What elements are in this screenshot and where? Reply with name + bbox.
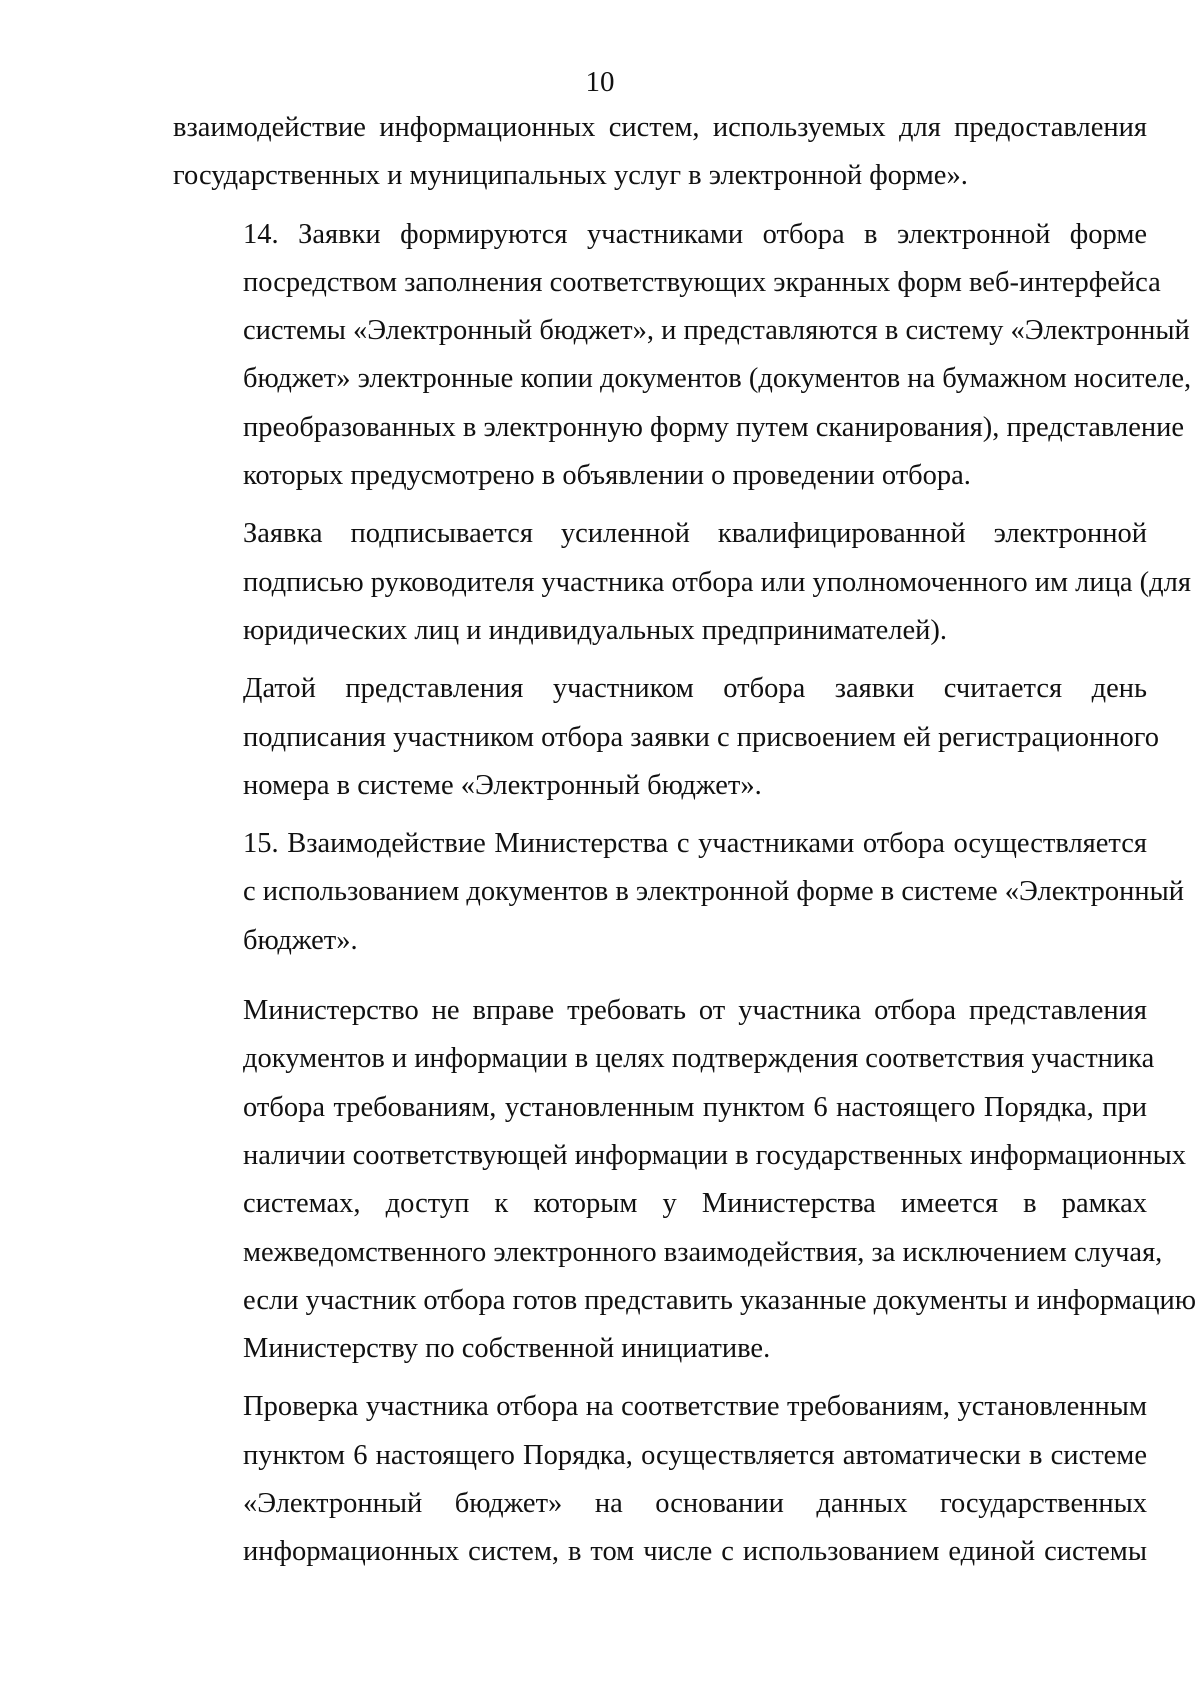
text-line: посредством заполнения соответствующих экранных форм веб-интерфейса xyxy=(243,266,1161,298)
text-line: бюджет». xyxy=(243,924,358,956)
text-line: преобразованных в электронную форму путем сканирования), представление xyxy=(243,411,1185,443)
text-line: наличии соответствующей информации в государственных информационных xyxy=(243,1139,1186,1171)
text-line: подписания участником отбора заявки с присвоением ей регистрационного xyxy=(243,721,1159,753)
text-line: документов и информации в целях подтверждения соответствия участника xyxy=(243,1043,1155,1075)
text-line: 14. Заявки формируются участниками отбора в электронной форме xyxy=(243,218,1147,250)
text-line: подписью руководителя участника отбора или уполномоченного им лица (для xyxy=(243,566,1191,598)
text-line: отбора требованиям, установленным пунктом 6 настоящего Порядка, при xyxy=(243,1091,1147,1123)
paragraph-item-15 xyxy=(173,820,1185,965)
text-line: бюджет» электронные копии документов (документов на бумажном носителе, xyxy=(243,363,1192,395)
document-body xyxy=(173,104,1197,1577)
text-line: Датой представления участником отбора заявки считается день xyxy=(243,673,1147,705)
page-number: 10 xyxy=(585,66,615,98)
text-line: юридических лиц и индивидуальных предпринимателей). xyxy=(243,614,947,646)
text-line: если участник отбора готов представить указанные документы и информацию xyxy=(243,1284,1197,1316)
paragraph-submission-date xyxy=(173,665,1159,810)
paragraph-signature xyxy=(173,510,1191,655)
text-line: которых предусмотрено в объявлении о проведении отбора. xyxy=(243,460,971,492)
text-line: Проверка участника отбора на соответствие требованиям, установленным xyxy=(243,1391,1147,1423)
paragraph-verification xyxy=(173,1383,1147,1576)
text-line: 15. Взаимодействие Министерства с участниками отбора осуществляется xyxy=(243,828,1147,860)
text-line: системах, доступ к которым у Министерства имеется в рамках xyxy=(243,1188,1147,1220)
text-line: информационных систем, в том числе с использованием единой системы xyxy=(243,1536,1147,1568)
paragraph-ministry-rights xyxy=(173,987,1197,1373)
paragraph-continuation xyxy=(173,104,1147,201)
text-line: системы «Электронный бюджет», и представляются в систему «Электронный xyxy=(243,315,1190,347)
text-line: Министерство не вправе требовать от участника отбора представления xyxy=(243,995,1147,1027)
paragraph-item-14 xyxy=(173,211,1192,501)
text-line: номера в системе «Электронный бюджет». xyxy=(243,769,762,801)
text-line: «Электронный бюджет» на основании данных государственных xyxy=(243,1488,1147,1520)
text-line: взаимодействие информационных систем, используемых для предоставления xyxy=(173,112,1147,143)
text-line: государственных и муниципальных услуг в электронной форме». xyxy=(173,160,968,192)
text-line: Министерству по собственной инициативе. xyxy=(243,1333,771,1365)
text-line: пунктом 6 настоящего Порядка, осуществляется автоматически в системе xyxy=(243,1439,1147,1471)
text-line: с использованием документов в электронной форме в системе «Электронный xyxy=(243,876,1185,908)
text-line: межведомственного электронного взаимодействия, за исключением случая, xyxy=(243,1236,1163,1268)
text-line: Заявка подписывается усиленной квалифицированной электронной xyxy=(243,518,1147,550)
